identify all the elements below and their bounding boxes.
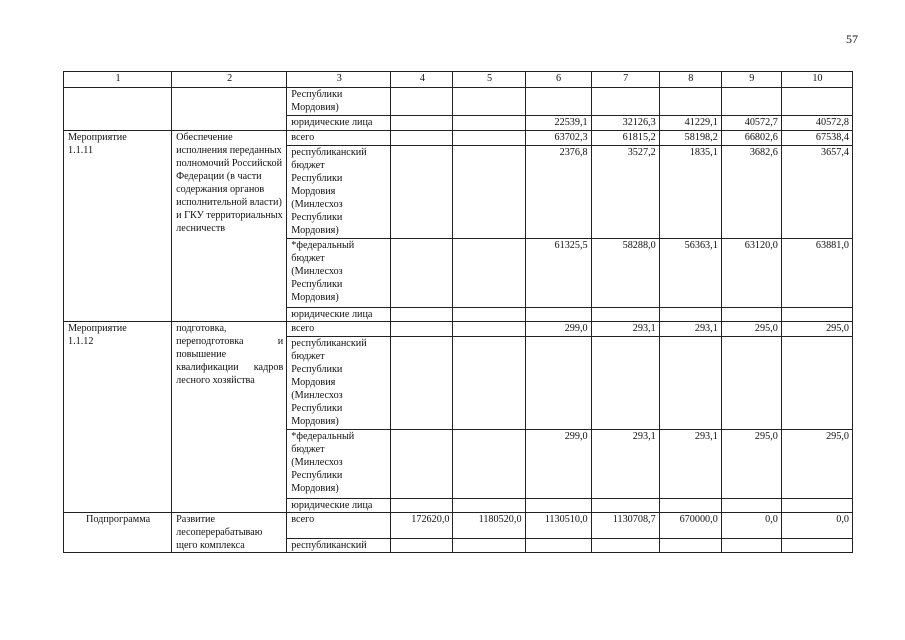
value-cell: 41229,1 (659, 116, 721, 131)
header-cell: 8 (659, 72, 721, 88)
measure-name-cell: Мероприятие 1.1.12 (64, 322, 172, 513)
value-cell (591, 499, 659, 513)
value-cell (391, 308, 453, 322)
value-cell (391, 430, 453, 499)
value-cell: 172620,0 (391, 513, 453, 539)
value-cell (453, 116, 525, 131)
value-cell: 293,1 (591, 430, 659, 499)
value-cell: 40572,7 (721, 116, 781, 131)
header-cell: 2 (172, 72, 287, 88)
value-cell: 3657,4 (781, 146, 852, 239)
value-cell: 1835,1 (659, 146, 721, 239)
value-cell (391, 239, 453, 308)
header-row (64, 72, 853, 88)
value-cell (453, 131, 525, 146)
page-number: 57 (846, 32, 858, 46)
value-cell (453, 239, 525, 308)
header-cell: 5 (453, 72, 525, 88)
value-cell: 295,0 (781, 322, 852, 337)
value-cell (781, 499, 852, 513)
value-cell (591, 308, 659, 322)
value-cell: 1130708,7 (591, 513, 659, 539)
value-cell: 32126,3 (591, 116, 659, 131)
value-cell: 1180520,0 (453, 513, 525, 539)
source-cell: республиканский (287, 539, 391, 553)
header-cell: 3 (287, 72, 391, 88)
value-cell (659, 337, 721, 430)
value-cell: 295,0 (721, 322, 781, 337)
value-cell: 293,1 (591, 322, 659, 337)
value-cell (781, 539, 852, 553)
value-cell (453, 146, 525, 239)
value-cell (391, 539, 453, 553)
measure-description-cell (172, 88, 287, 131)
source-cell: Республики Мордовия) (287, 88, 391, 116)
value-cell: 295,0 (721, 430, 781, 499)
source-cell: всего (287, 513, 391, 539)
measure-name-cell (64, 88, 172, 131)
value-cell (391, 116, 453, 131)
header-cell: 10 (781, 72, 852, 88)
measure-description-cell: подготовка, переподготовка и повышение квалификации кадров лесного хозяйства (172, 322, 287, 513)
value-cell: 22539,1 (525, 116, 591, 131)
value-cell: 3682,6 (721, 146, 781, 239)
value-cell: 63120,0 (721, 239, 781, 308)
value-cell (453, 322, 525, 337)
table-row (64, 322, 853, 337)
value-cell (659, 308, 721, 322)
value-cell: 66802,6 (721, 131, 781, 146)
value-cell (453, 499, 525, 513)
value-cell: 63881,0 (781, 239, 852, 308)
value-cell: 299,0 (525, 322, 591, 337)
value-cell: 63702,3 (525, 131, 591, 146)
value-cell: 0,0 (781, 513, 852, 539)
source-cell: *федеральный бюджет (Минлесхоз Республики Мордовия) (287, 430, 391, 499)
budget-table (63, 71, 853, 553)
value-cell: 56363,1 (659, 239, 721, 308)
value-cell: 0,0 (721, 513, 781, 539)
value-cell (721, 539, 781, 553)
source-cell: республиканский бюджет Республики Мордовия (Минлесхоз Республики Мордовия) (287, 146, 391, 239)
header-cell: 1 (64, 72, 172, 88)
value-cell: 58288,0 (591, 239, 659, 308)
value-cell: 40572,8 (781, 116, 852, 131)
value-cell (453, 308, 525, 322)
value-cell (659, 539, 721, 553)
source-cell: юридические лица (287, 499, 391, 513)
value-cell: 58198,2 (659, 131, 721, 146)
source-cell: всего (287, 131, 391, 146)
source-cell: юридические лица (287, 308, 391, 322)
value-cell (721, 308, 781, 322)
value-cell: 299,0 (525, 430, 591, 499)
source-cell: юридические лица (287, 116, 391, 131)
subprogram-name-cell: Подпрограмма (64, 513, 172, 553)
subprogram-description-cell: Развитие лесоперерабатываю щего комплекса (172, 513, 287, 553)
value-cell: 1130510,0 (525, 513, 591, 539)
value-cell (525, 337, 591, 430)
header-cell: 7 (591, 72, 659, 88)
value-cell: 61815,2 (591, 131, 659, 146)
header-cell: 4 (391, 72, 453, 88)
value-cell: 293,1 (659, 430, 721, 499)
value-cell (781, 308, 852, 322)
value-cell (391, 146, 453, 239)
value-cell (591, 539, 659, 553)
value-cell: 670000,0 (659, 513, 721, 539)
value-cell (453, 539, 525, 553)
value-cell (591, 337, 659, 430)
table-row (64, 131, 853, 146)
table-row (64, 88, 853, 116)
header-cell: 9 (721, 72, 781, 88)
value-cell: 61325,5 (525, 239, 591, 308)
value-cell (525, 308, 591, 322)
source-cell: всего (287, 322, 391, 337)
value-cell (391, 131, 453, 146)
value-cell: 67538,4 (781, 131, 852, 146)
value-cell (525, 499, 591, 513)
value-cell: 293,1 (659, 322, 721, 337)
source-cell: *федеральный бюджет (Минлесхоз Республики Мордовия) (287, 239, 391, 308)
value-cell (391, 322, 453, 337)
value-cell (781, 337, 852, 430)
value-cell: 3527,2 (591, 146, 659, 239)
measure-name-cell: Мероприятие 1.1.11 (64, 131, 172, 322)
source-cell: республиканский бюджет Республики Мордовия (Минлесхоз Республики Мордовия) (287, 337, 391, 430)
value-cell (721, 499, 781, 513)
value-cell (391, 499, 453, 513)
value-cell (721, 337, 781, 430)
value-cell (659, 499, 721, 513)
value-cell (453, 430, 525, 499)
value-cell: 2376,8 (525, 146, 591, 239)
value-cell (525, 539, 591, 553)
header-cell: 6 (525, 72, 591, 88)
value-cell: 295,0 (781, 430, 852, 499)
table-row (64, 513, 853, 539)
value-cell (453, 337, 525, 430)
value-cell (391, 337, 453, 430)
measure-description-cell: Обеспечение исполнения переданных полномочий Российской Федерации (в части содержания органов исполнительной власти) и ГКУ территориальных лесничеств (172, 131, 287, 322)
